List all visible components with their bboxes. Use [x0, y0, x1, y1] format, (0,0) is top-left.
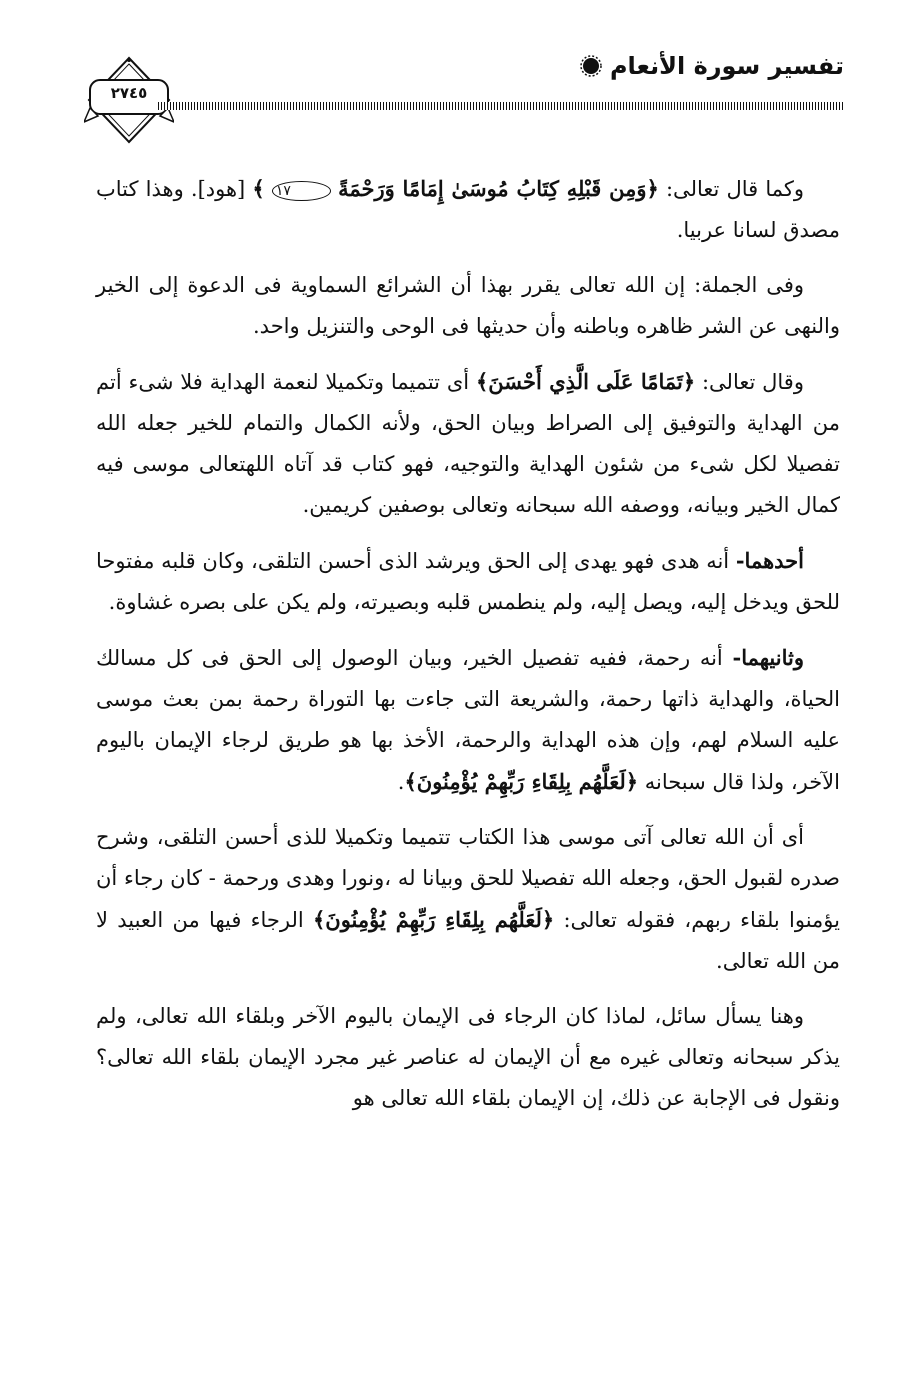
paragraph-lead: وثانيهما-	[732, 645, 804, 670]
page-number-badge	[84, 48, 174, 148]
paragraph-text: أى أن الله تعالى آتى موسى هذا الكتاب تتميما وتكميلا للذى أحسن التلقى، وشرح صدره لقبول الحق، وجعله الله تفصيلا للحق وبيانا له ،ونورا وهدى ورحمة - كان رجاء أن يؤمنوا بلقاء ربهم، فقوله تعالى:	[96, 825, 840, 932]
page-header	[84, 48, 844, 148]
paragraph-text: وقال تعالى:	[695, 370, 804, 394]
paragraph-text: وكما قال تعالى:	[658, 177, 805, 201]
verse-bracket: ﴾	[252, 176, 265, 201]
paragraph	[96, 265, 840, 347]
quran-verse: ﴿لَعَلَّهُم بِلِقَاءِ رَبِّهِمْ يُؤْمِنُونَ﴾	[404, 769, 639, 794]
black-ornament-icon	[580, 55, 602, 77]
verse-number: ١٧	[272, 181, 331, 201]
body-text	[96, 168, 840, 1133]
paragraph-text: أى تتميما وتكميلا لنعمة الهداية فلا شىء أتم من الهداية والتوفيق إلى الصراط وبيان الحق، ولأنه الكمال والتمام للخير جعله الله تفصيلا لكل شىء من شئون الهداية والتوجيه، فهو كتاب قد آتاه اللهتعالى موسى فيه كمال الخير وبيانه، ووصفه الله سبحانه وتعالى بوصفين كريمين.	[96, 370, 840, 517]
paragraph	[96, 540, 840, 623]
quran-verse: ﴿وَمِن قَبْلِهِ كِتَابُ مُوسَىٰ إِمَامًا وَرَحْمَةً	[338, 176, 659, 201]
paragraph-lead: أحدهما-	[735, 548, 804, 573]
quran-verse: ﴿تَمَامًا عَلَى الَّذِي أَحْسَنَ﴾	[475, 369, 696, 394]
header-rule	[158, 102, 844, 110]
paragraph-text: الرجاء فيها من العبيد لا من الله تعالى.	[96, 908, 840, 973]
paragraph-text: أنه رحمة، ففيه تفصيل الخير، وبيان الوصول إلى الحق فى كل مسالك الحياة، والهداية ذاتها رحمة، والشريعة التى جاءت بها التوراة رحمة بمن بعث موسى عليه السلام لهم، وإن هذه الهداية والرحمة، الأخذ بها هو طريق لرجاء الإيمان باليوم الآخر، ولذا قال سبحانه	[96, 646, 840, 794]
paragraph-text: أنه هدى فهو يهدى إلى الحق ويرشد الذى أحسن التلقى، وكان قلبه مفتوحا للحق ويدخل إليه، ويصل إليه، ولم ينطمس قلبه وبصيرته، ولم يكن على بصره غشاوة.	[96, 549, 840, 614]
paragraph	[96, 817, 840, 982]
paragraph	[96, 361, 840, 526]
paragraph	[96, 637, 840, 803]
paragraph-text: وفى الجملة: إن الله تعالى يقرر بهذا أن الشرائع السماوية فى الدعوة إلى الخير والنهى عن الشر ظاهره وباطنه وأن حديثها فى الوحى والتنزيل واحد.	[96, 273, 840, 338]
quran-verse: ﴿لَعَلَّهُم بِلِقَاءِ رَبِّهِمْ يُؤْمِنُونَ﴾	[312, 907, 555, 932]
paragraph-text: وهنا يسأل سائل، لماذا كان الرجاء فى الإيمان باليوم الآخر وبلقاء الله تعالى، ولم يذكر سبحانه وتعالى غيره مع أن الإيمان له عناصر غير مجرد الإيمان بلقاء الله تعالى؟ ونقول فى الإجابة عن ذلك، إن الإيمان بلقاء الله تعالى هو	[96, 1004, 840, 1110]
running-title: تفسير سورة الأنعام	[609, 52, 844, 80]
paragraph-text: [هود]. وهذا كتاب مصدق لسانا عربيا.	[96, 177, 840, 242]
paragraph	[96, 168, 840, 251]
paragraph-text: .	[397, 770, 405, 794]
paragraph	[96, 996, 840, 1119]
running-header	[580, 52, 844, 80]
page-number: ٢٧٤٥	[110, 84, 148, 102]
